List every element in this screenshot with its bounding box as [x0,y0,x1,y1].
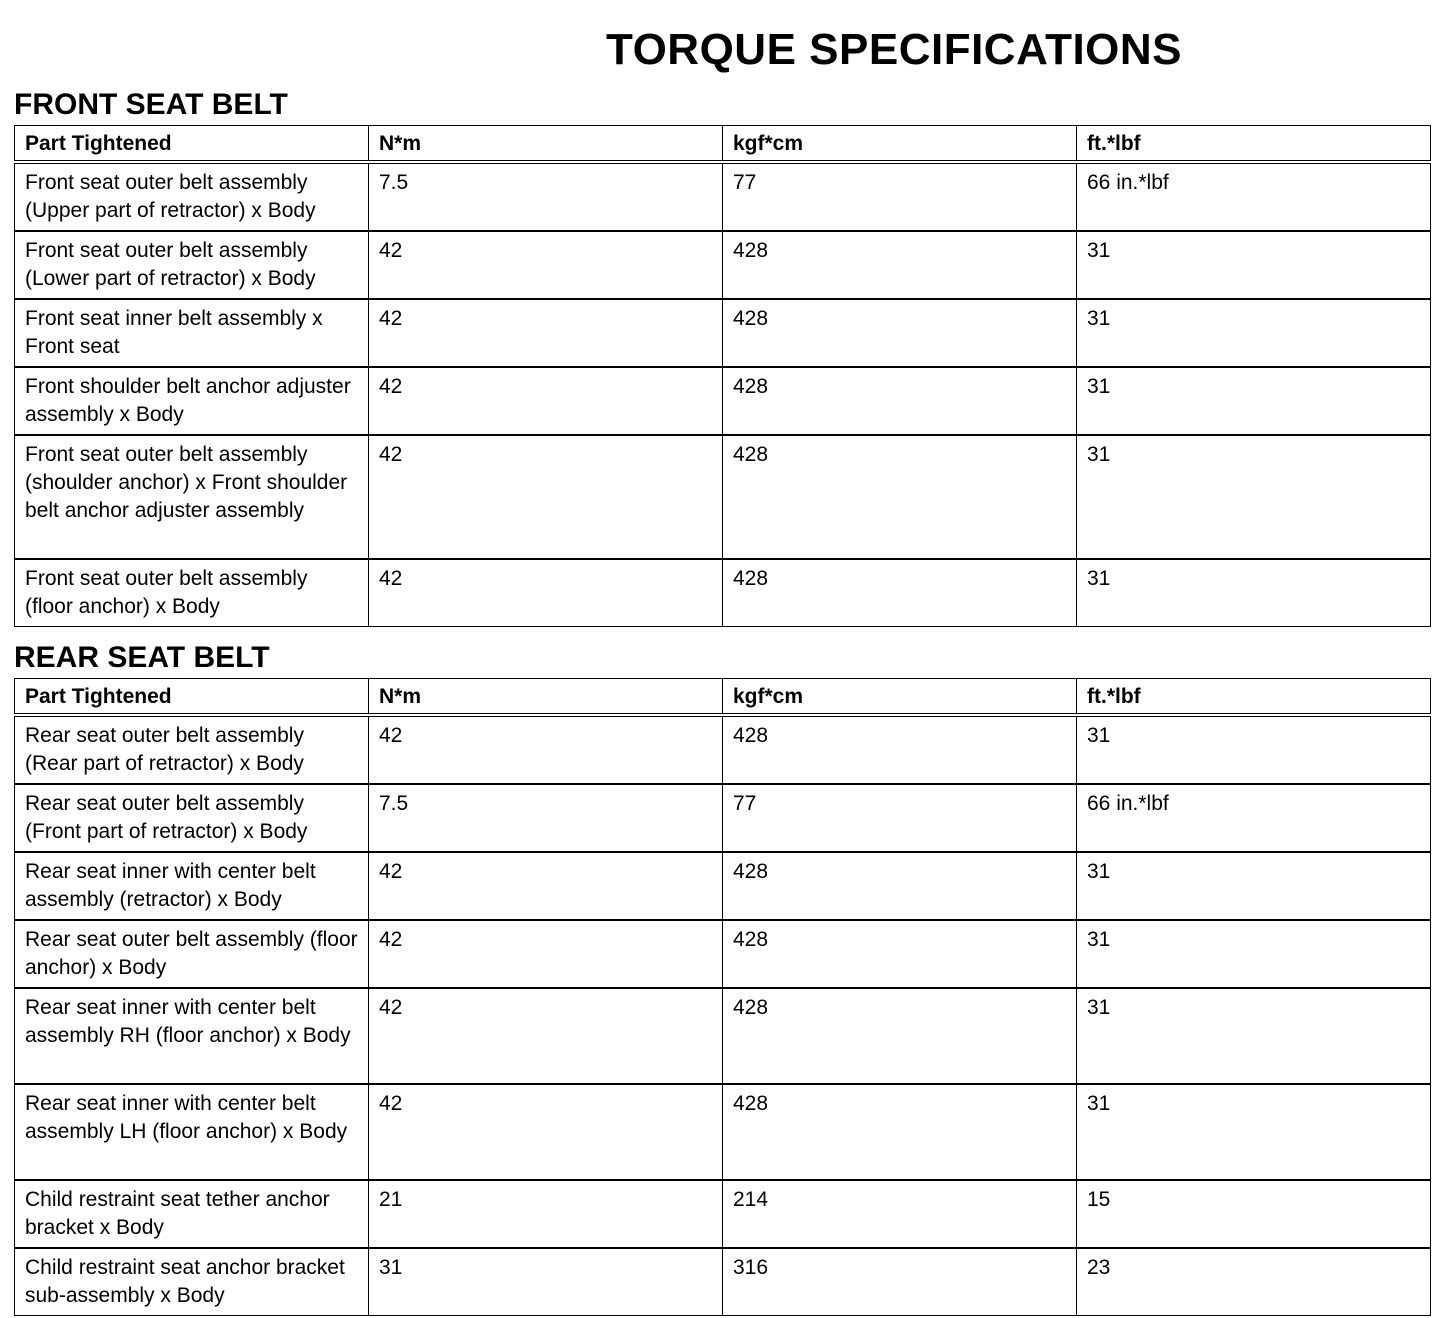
table-row [15,1084,1431,1180]
kgf-cm-cell: 428 [723,988,1077,1084]
kgf-cm-cell: 428 [723,920,1077,988]
nm-cell: 7.5 [369,784,723,852]
kgf-cm-cell: 428 [723,852,1077,920]
part-cell: Front seat inner belt assembly x Front seat [15,299,369,367]
col-kgf-cm: kgf*cm [723,679,1077,716]
part-cell: Front seat outer belt assembly (shoulder anchor) x Front shoulder belt anchor adjuster assembly [15,435,369,559]
kgf-cm-cell: 428 [723,715,1077,784]
kgf-cm-cell: 428 [723,559,1077,627]
front-seat-belt-heading: FRONT SEAT BELT [14,88,288,121]
table-row [15,784,1431,852]
ft-lbf-cell: 31 [1077,299,1431,367]
kgf-cm-cell: 428 [723,367,1077,435]
ft-lbf-cell: 31 [1077,920,1431,988]
rear-seat-belt-table [14,678,1431,1316]
ft-lbf-cell: 66 in.*lbf [1077,162,1431,231]
ft-lbf-cell: 31 [1077,1084,1431,1180]
table-row [15,435,1431,559]
table-header-row [15,679,1431,716]
ft-lbf-cell: 31 [1077,988,1431,1084]
kgf-cm-cell: 428 [723,435,1077,559]
nm-cell: 31 [369,1248,723,1316]
nm-cell: 42 [369,559,723,627]
kgf-cm-cell: 428 [723,231,1077,299]
nm-cell: 21 [369,1180,723,1248]
table-row [15,988,1431,1084]
col-nm: N*m [369,126,723,163]
part-cell: Rear seat outer belt assembly (Front part of retractor) x Body [15,784,369,852]
col-nm: N*m [369,679,723,716]
ft-lbf-cell: 31 [1077,435,1431,559]
part-cell: Rear seat outer belt assembly (floor anchor) x Body [15,920,369,988]
table-row [15,231,1431,299]
kgf-cm-cell: 316 [723,1248,1077,1316]
front-seat-belt-table [14,125,1431,627]
ft-lbf-cell: 15 [1077,1180,1431,1248]
nm-cell: 42 [369,715,723,784]
nm-cell: 42 [369,299,723,367]
table-row [15,299,1431,367]
nm-cell: 42 [369,920,723,988]
nm-cell: 42 [369,231,723,299]
kgf-cm-cell: 77 [723,162,1077,231]
ft-lbf-cell: 31 [1077,367,1431,435]
table-row [15,1248,1431,1316]
kgf-cm-cell: 428 [723,299,1077,367]
col-part-tightened: Part Tightened [15,126,369,163]
nm-cell: 7.5 [369,162,723,231]
part-cell: Child restraint seat anchor bracket sub-assembly x Body [15,1248,369,1316]
kgf-cm-cell: 214 [723,1180,1077,1248]
table-row [15,559,1431,627]
table-row [15,920,1431,988]
ft-lbf-cell: 23 [1077,1248,1431,1316]
nm-cell: 42 [369,367,723,435]
ft-lbf-cell: 66 in.*lbf [1077,784,1431,852]
part-cell: Front seat outer belt assembly (Lower part of retractor) x Body [15,231,369,299]
part-cell: Front shoulder belt anchor adjuster assembly x Body [15,367,369,435]
part-cell: Child restraint seat tether anchor bracket x Body [15,1180,369,1248]
table-row [15,367,1431,435]
part-cell: Front seat outer belt assembly (floor anchor) x Body [15,559,369,627]
col-part-tightened: Part Tightened [15,679,369,716]
rear-seat-belt-heading: REAR SEAT BELT [14,641,270,674]
ft-lbf-cell: 31 [1077,715,1431,784]
nm-cell: 42 [369,1084,723,1180]
table-row [15,715,1431,784]
page-title: TORQUE SPECIFICATIONS [606,25,1183,74]
part-cell: Rear seat outer belt assembly (Rear part of retractor) x Body [15,715,369,784]
col-ft-lbf: ft.*lbf [1077,126,1431,163]
nm-cell: 42 [369,852,723,920]
part-cell: Rear seat inner with center belt assembly (retractor) x Body [15,852,369,920]
ft-lbf-cell: 31 [1077,231,1431,299]
table-row [15,162,1431,231]
table-row [15,1180,1431,1248]
col-ft-lbf: ft.*lbf [1077,679,1431,716]
ft-lbf-cell: 31 [1077,559,1431,627]
table-row [15,852,1431,920]
nm-cell: 42 [369,988,723,1084]
kgf-cm-cell: 77 [723,784,1077,852]
nm-cell: 42 [369,435,723,559]
part-cell: Front seat outer belt assembly (Upper part of retractor) x Body [15,162,369,231]
col-kgf-cm: kgf*cm [723,126,1077,163]
table-header-row [15,126,1431,163]
part-cell: Rear seat inner with center belt assembly LH (floor anchor) x Body [15,1084,369,1180]
part-cell: Rear seat inner with center belt assembly RH (floor anchor) x Body [15,988,369,1084]
kgf-cm-cell: 428 [723,1084,1077,1180]
ft-lbf-cell: 31 [1077,852,1431,920]
